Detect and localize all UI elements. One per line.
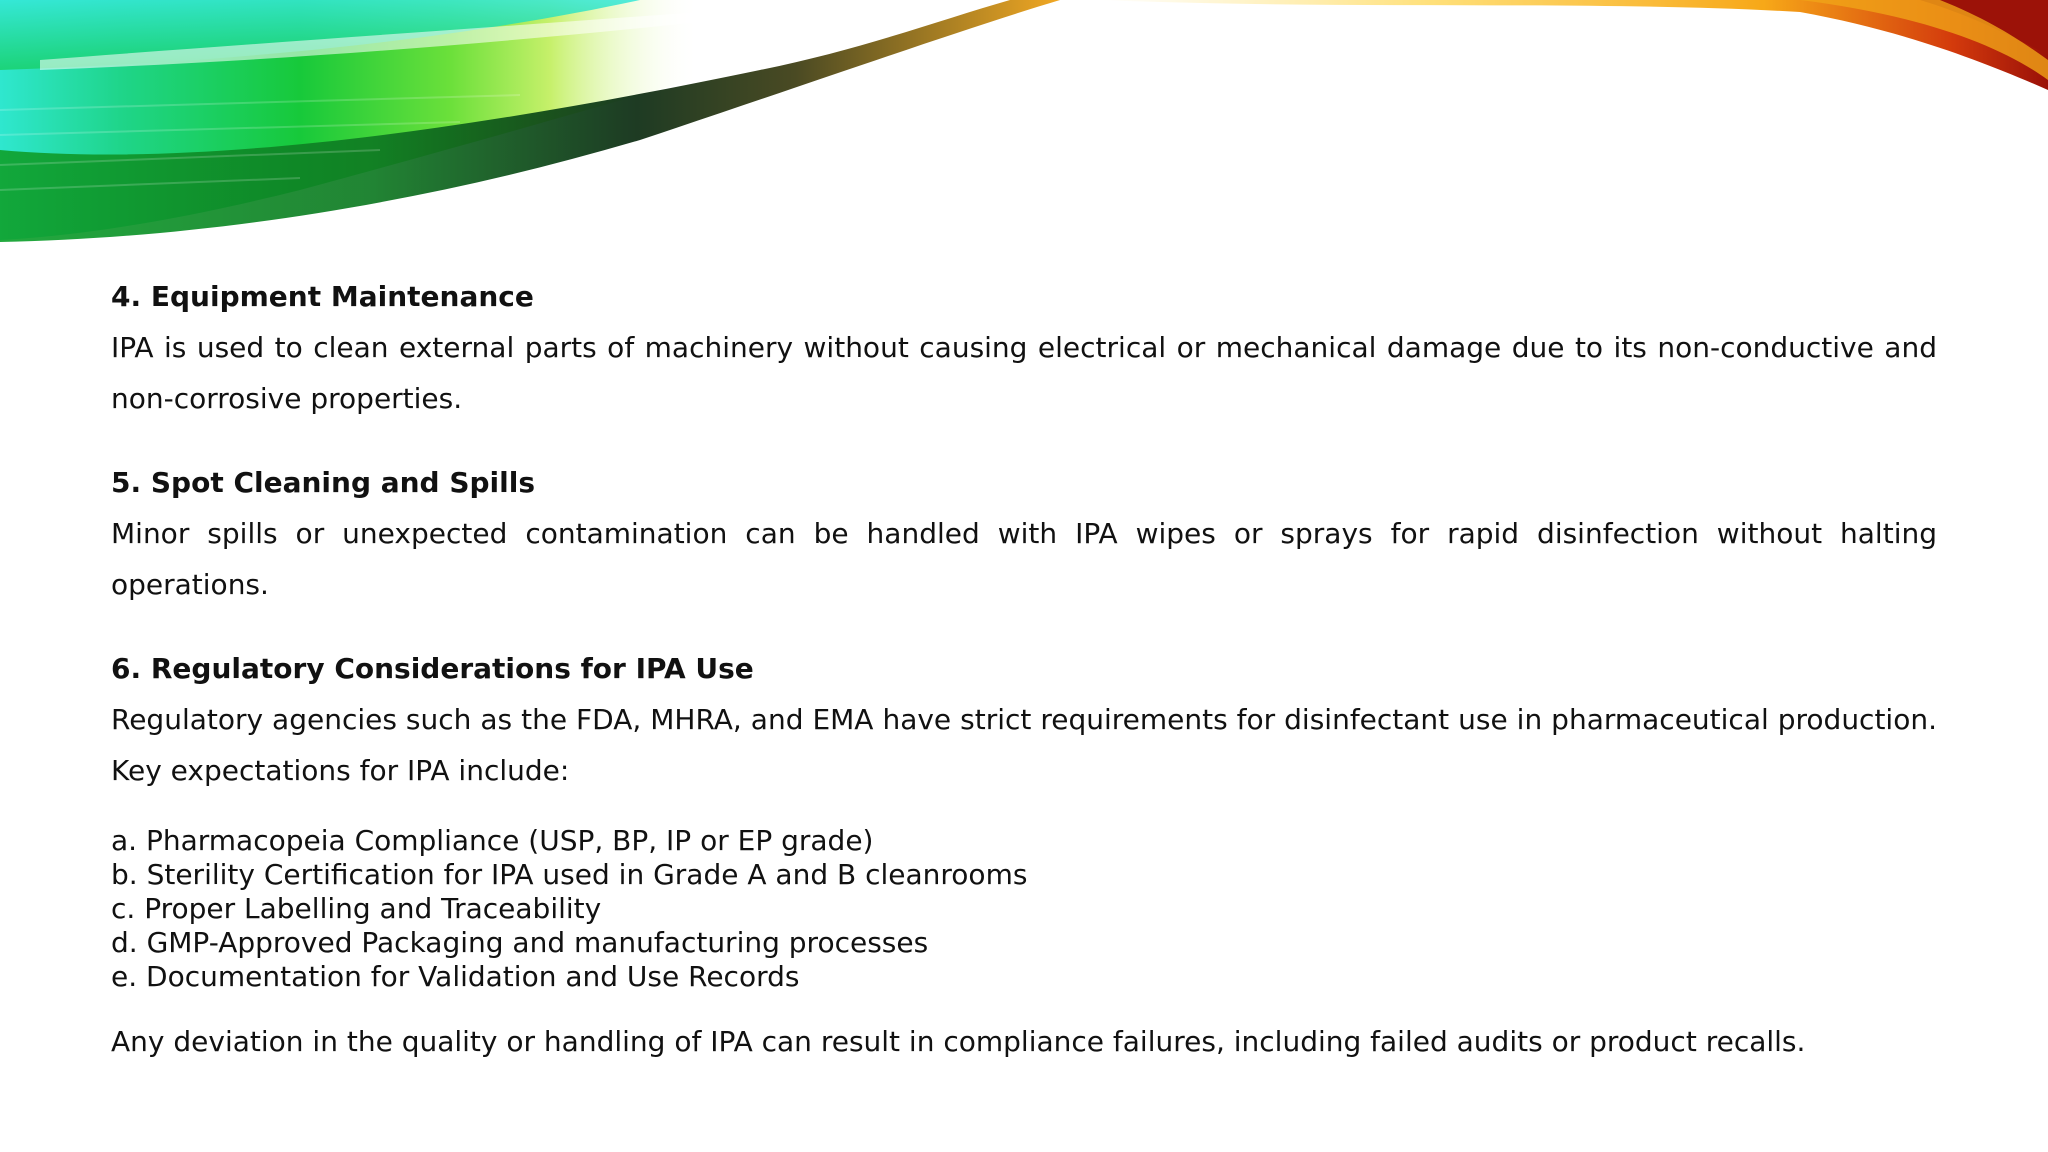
requirements-list [111,824,1937,994]
decorative-banner-swoosh [0,0,2048,260]
section-paragraph: IPA is used to clean external parts of machinery without causing electrical or mechanical damage due to its non-conductive and non-corrosive properties. [111,331,1937,415]
section-spot-cleaning [111,458,1937,610]
section-regulatory-considerations [111,644,1937,796]
list-item: e. Documentation for Validation and Use Records [111,960,800,993]
list-item: a. Pharmacopeia Compliance (USP, BP, IP or EP grade) [111,824,874,857]
list-item: c. Proper Labelling and Traceability [111,892,602,925]
section-equipment-maintenance [111,272,1937,424]
section-heading: 6. Regulatory Considerations for IPA Use [111,652,754,685]
section-paragraph: Minor spills or unexpected contamination can be handled with IPA wipes or sprays for rapid disinfection without halting operations. [111,517,1937,601]
list-item: b. Sterility Certification for IPA used in Grade A and B cleanrooms [111,858,1028,891]
list-item: d. GMP-Approved Packaging and manufacturing processes [111,926,929,959]
slide-content [111,272,1937,1064]
closing-statement: Any deviation in the quality or handling of IPA can result in compliance failures, including failed audits or product recalls. [111,1025,1806,1058]
section-heading: 4. Equipment Maintenance [111,280,534,313]
section-paragraph: Regulatory agencies such as the FDA, MHRA, and EMA have strict requirements for disinfectant use in pharmaceutical production. Key expectations for IPA include: [111,703,1937,787]
section-heading: 5. Spot Cleaning and Spills [111,466,536,499]
